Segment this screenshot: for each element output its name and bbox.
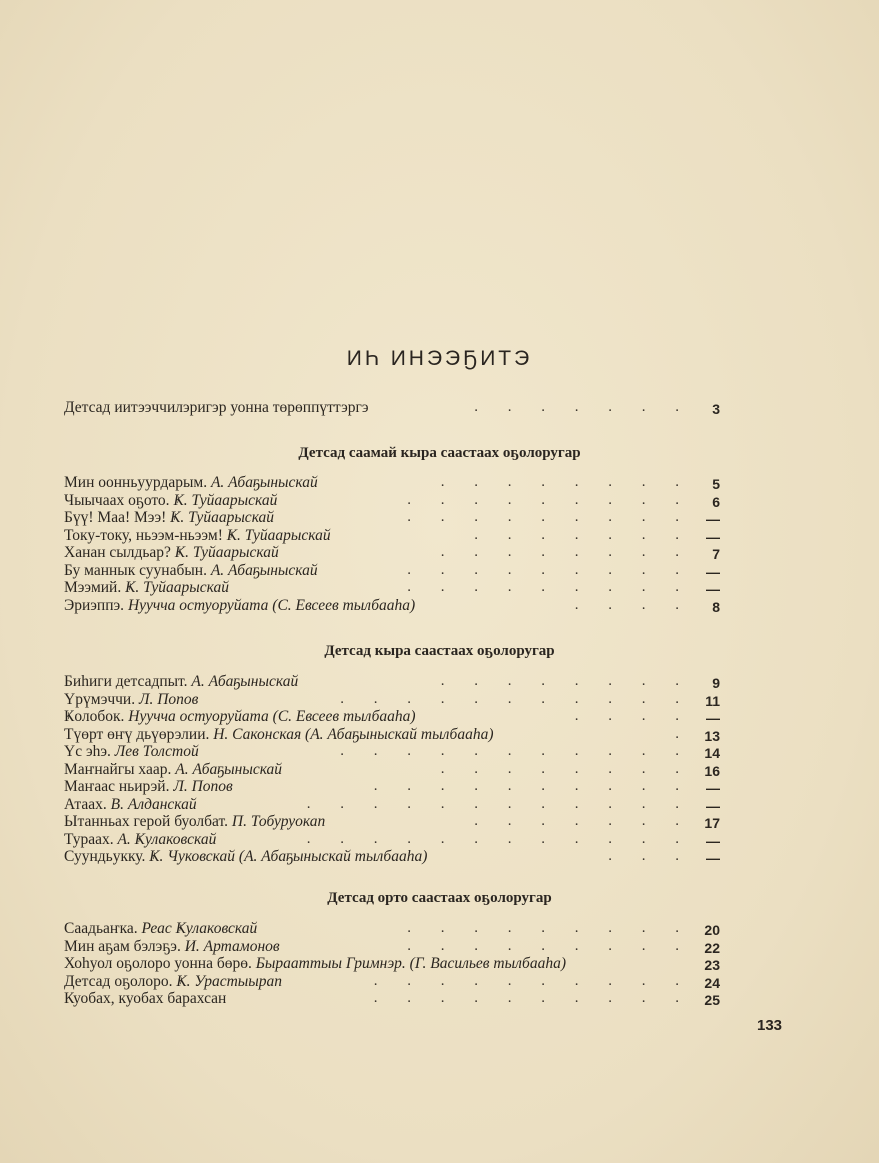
toc-entry-author: Ҝ. Туйаарыскай <box>173 491 278 509</box>
toc-entry-text: Эриэппэ. <box>64 596 125 614</box>
toc-page-number: 5 <box>712 476 720 492</box>
toc-row <box>64 691 720 709</box>
toc-entry-text: Ытанньах герой буолбат. <box>64 813 229 830</box>
toc-row <box>64 562 720 580</box>
page-number: 133 <box>757 1017 783 1034</box>
toc-entry-text: Детсад иитээччилэригэр уонна төрөппүттэргэ <box>64 399 369 416</box>
toc-entry-text: Бу маннык суунабын. <box>64 561 207 579</box>
toc-entry-author: Ҝ. Туйаарыскай <box>174 544 279 561</box>
toc-entry-text: Куобах, куобах барахсан <box>64 990 227 1007</box>
toc-entry-text: Саадьаҥка. <box>64 920 138 937</box>
toc-entry-text: Детсад оҕолоро. <box>64 972 173 990</box>
toc-page-number: 13 <box>704 727 720 744</box>
toc-entry-text: Мин оонньуурдарым. <box>64 474 208 491</box>
toc-row <box>64 544 720 562</box>
toc-entry-author: Л. Попов <box>138 690 199 708</box>
toc-row <box>64 973 720 991</box>
leader-dots: . . . . . . . . <box>440 673 692 689</box>
leader-dots: . <box>675 725 692 742</box>
toc-entry-author: А. Абаҕыныскай <box>210 474 318 491</box>
toc-entry-text: Мин аҕам бэлэҕэ. <box>64 937 181 955</box>
toc-entry-text: Ҝолобок. <box>64 708 125 725</box>
toc-page-number: 22 <box>704 939 720 956</box>
toc-entry-text: Биһиги детсадпыт. <box>64 673 188 690</box>
toc-page-number: — <box>706 511 720 527</box>
toc-page-number: 24 <box>704 974 720 991</box>
leader-dots: . . . . . . . . . . <box>373 778 692 794</box>
toc-entry-author: И. Артамонов <box>184 937 280 955</box>
toc-row <box>64 743 720 761</box>
section-heading: Детсад орто саастаах оҕолоругар <box>327 890 552 906</box>
toc-row <box>64 708 720 726</box>
toc-entry-author: А. Ҝулаковскай <box>117 830 217 848</box>
toc-row <box>64 831 720 849</box>
toc-entry-text: Суундьукку. <box>64 848 146 865</box>
section-list-2 <box>64 673 720 866</box>
toc-page-number: — <box>706 832 720 849</box>
toc-entry-text: Үс эһэ. <box>64 743 111 760</box>
leader-dots: . . . . . . . . . <box>407 491 692 508</box>
toc-page-number: — <box>706 581 720 597</box>
toc-entry-text: Маҥаас ньирэй. <box>64 778 170 795</box>
toc-page-number: 9 <box>712 675 720 691</box>
toc-entry-author: Л. Попов <box>173 778 233 795</box>
toc-page-number: 16 <box>704 762 720 779</box>
toc-entry-author: Ҝ. Туйаарыскай <box>170 509 275 526</box>
leader-dots: . . . . . . . <box>474 399 692 415</box>
leader-dots: . . . . . . . . . <box>407 509 692 525</box>
leader-dots: . . . . . . . . . <box>407 579 692 595</box>
toc-entry-author: Лев Толстой <box>114 743 199 760</box>
toc-page-number: — <box>706 528 720 545</box>
toc-row <box>64 492 720 510</box>
toc-page-number: 11 <box>705 692 720 709</box>
toc-entry-text: Чыычаах оҕото. <box>64 491 170 509</box>
toc-row <box>64 673 720 691</box>
toc-entry-text: Атаах. <box>64 795 107 813</box>
toc-page-number: — <box>706 710 720 726</box>
leader-dots: . . . . . . . . . . . . <box>306 830 692 847</box>
leader-dots: . . . . . . . . <box>440 760 692 777</box>
toc-page-number: 20 <box>704 922 720 938</box>
section-list-1 <box>64 474 720 614</box>
toc-entry-author: А. Абаҕыныскай <box>175 760 283 778</box>
toc-row <box>64 813 720 831</box>
toc-row <box>64 761 720 779</box>
toc-row <box>64 938 720 956</box>
toc-entry-author: Нуучча остуоруйата (С. Евсеев тылбааһа) <box>128 708 416 725</box>
leader-dots: . . . . <box>574 596 692 613</box>
leader-dots: . . . . . . . . . <box>407 920 692 936</box>
toc-page-number: 25 <box>704 992 720 1008</box>
toc-row <box>64 474 720 492</box>
leader-dots: . . . . . . . . . <box>407 937 692 954</box>
toc-row <box>64 597 720 615</box>
leader-dots: . . . . . . . . . <box>407 561 692 578</box>
toc-entry-text: Ханан сылдьар? <box>64 544 171 561</box>
leader-dots: . . . . . . . . . . <box>373 990 692 1006</box>
leader-dots: . . . . . . . . <box>440 544 692 560</box>
toc-entry-author: Нуучча остуоруйата (С. Евсеев тылбааһа) <box>127 596 416 614</box>
section-heading: Детсад кыра саастаах оҕолоругар <box>324 643 555 659</box>
toc-row <box>64 726 720 744</box>
toc-entry-text: Бүү! Маа! Мээ! <box>64 509 167 526</box>
leader-dots: . . . . . . . . <box>440 474 692 490</box>
toc-entry-author: Бырааттыы Гримнэр. (Г. Васильев тылбааһа) <box>255 955 566 972</box>
toc-entry-author: Н. Саконская (А. Абаҕыныскай тылбааһа) <box>213 725 494 743</box>
toc-page-number: — <box>706 850 720 866</box>
intro-entry <box>64 399 720 417</box>
leader-dots: . . . . . . . <box>474 813 692 829</box>
toc-row <box>64 990 720 1008</box>
toc-row <box>64 955 720 973</box>
leader-dots: . . . . . . . . . . . . <box>306 795 692 812</box>
toc-entry-text: Току-току, ньээм-ньээм! <box>64 526 223 544</box>
leader-dots: . . . . . . . <box>474 526 692 543</box>
toc-page-number: 8 <box>712 598 720 615</box>
toc-entry-author: П. Тобуруокап <box>231 813 326 830</box>
toc-entry-text: Мээмий. <box>64 579 122 596</box>
toc-entry-author: Ҝ. Урастыырап <box>176 972 283 990</box>
leader-dots: . . . <box>608 848 692 864</box>
toc-row <box>64 796 720 814</box>
section-heading: Детсад саамай кыра саастаах оҕолоругар <box>298 445 581 461</box>
toc-entry-text: Үрүмэччи. <box>64 690 136 708</box>
toc-row <box>64 579 720 597</box>
toc-entry-author: Ҝ. Туйаарыскай <box>125 579 230 596</box>
section-list-3 <box>64 920 720 1008</box>
toc-entry-text: Түөрт өҥү дьүөрэлии. <box>64 725 210 743</box>
toc-page-number: — <box>706 797 720 814</box>
toc-entry-text: Тураах. <box>64 830 114 848</box>
toc-entry-author: Реас Ҝулаковскай <box>141 920 258 937</box>
toc-page-number: 23 <box>704 957 720 973</box>
toc-entry-author: Ҝ. Туйаарыскай <box>226 526 331 544</box>
leader-dots: . . . . . . . . . . . <box>340 690 692 707</box>
toc-page-number: 3 <box>712 401 720 417</box>
toc-row <box>64 509 720 527</box>
leader-dots: . . . . . . . . . . . <box>340 743 692 759</box>
toc-entry-text: Маҥнайгы хаар. <box>64 760 172 778</box>
leader-dots: . . . . <box>574 708 692 724</box>
toc-row <box>64 920 720 938</box>
toc-page-number: — <box>706 563 720 580</box>
toc-entry-author: В. Алданскай <box>110 795 197 813</box>
toc-page-number: 6 <box>712 493 720 510</box>
toc-entry-author: Ҝ. Чуковскай (А. Абаҕыныскай тылбааһа) <box>149 848 428 865</box>
toc-page-number: — <box>706 780 720 796</box>
toc-row <box>64 848 720 866</box>
toc-page-number: 14 <box>704 745 720 761</box>
toc-page-number: 7 <box>712 546 720 562</box>
toc-entry-text: Хоһуол оҕолоро уонна бөрө. <box>64 955 252 972</box>
toc-row <box>64 399 720 417</box>
toc-row <box>64 778 720 796</box>
leader-dots: . . . . . . . . . . <box>373 972 692 989</box>
toc-row <box>64 527 720 545</box>
toc-page-number: 17 <box>704 815 720 831</box>
page-title: ИҺ ИНЭЭҔИТЭ <box>346 347 533 370</box>
toc-entry-author: А. Абаҕыныскай <box>191 673 299 690</box>
toc-entry-author: А. Абаҕыныскай <box>210 561 318 579</box>
